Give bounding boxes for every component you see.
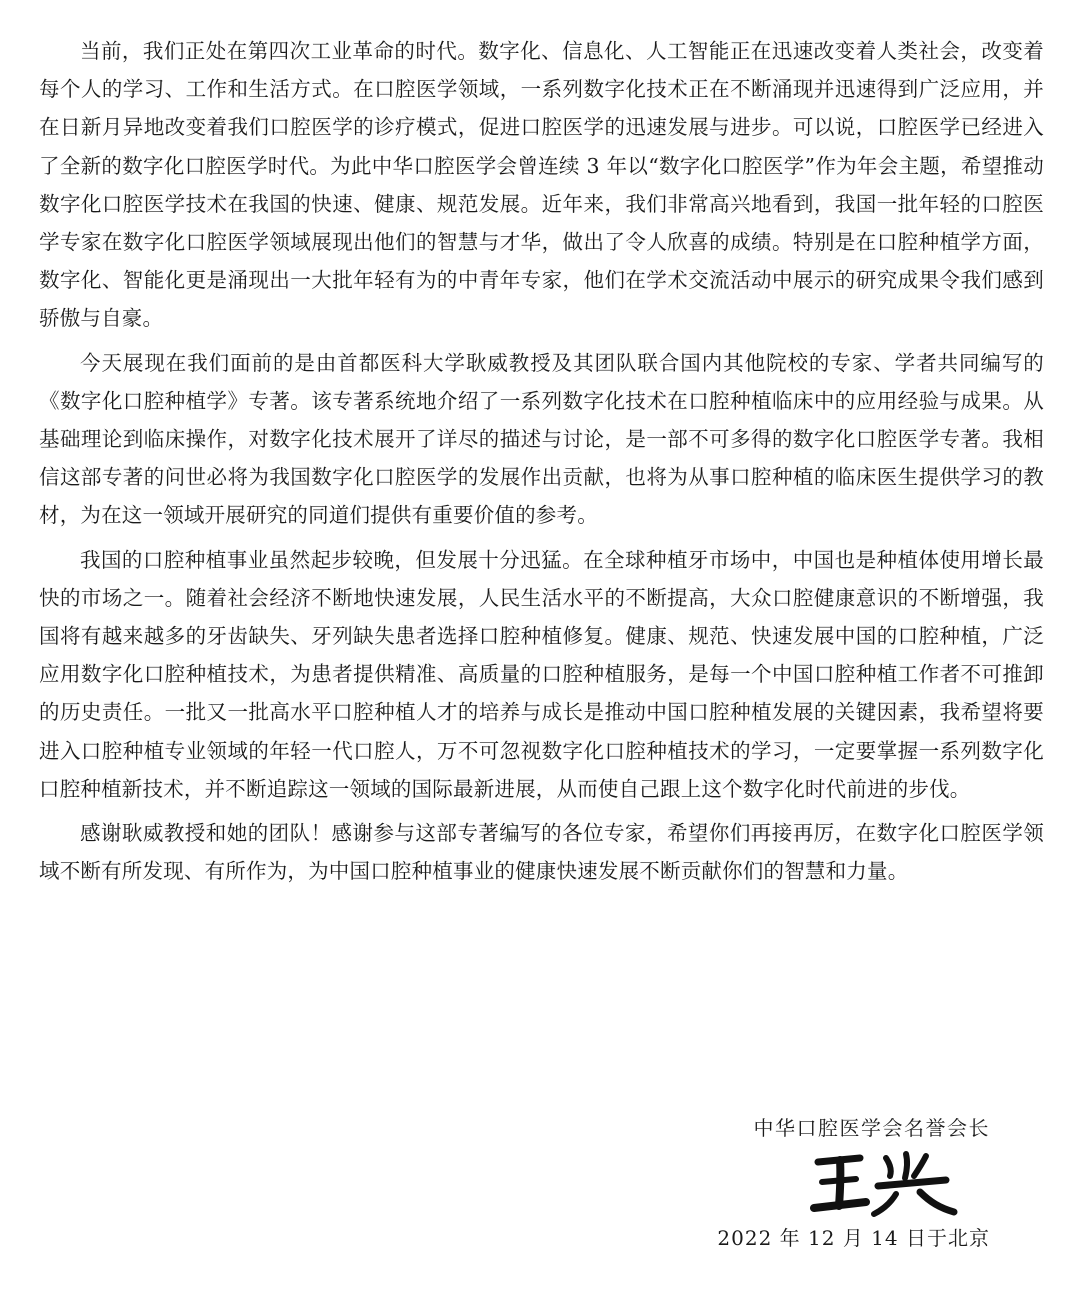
preface-body xyxy=(39,32,1044,896)
signature-date: 2022 年 12 月 14 日于北京 xyxy=(717,1226,990,1250)
handwritten-signature xyxy=(810,1148,960,1220)
paragraph-3: 我国的口腔种植事业虽然起步较晚，但发展十分迅猛。在全球种植牙市场中，中国也是种植体使用增长最快的市场之一。随着社会经济不断地快速发展，人民生活水平的不断提高，大众口腔健康意识的不断增强，我国将有越来越多的牙齿缺失、牙列缺失患者选择口腔种植修复。健康、规范、快速发展中国的口腔种植，广泛应用数字化口腔种植技术，为患者提供精准、高质量的口腔种植服务，是每一个中国口腔种植工作者不可推卸的历史责任。一批又一批高水平口腔种植人才的培养与成长是推动中国口腔种植发展的关键因素，我希望将要进入口腔种植专业领域的年轻一代口腔人，万不可忽视数字化口腔种植技术的学习，一定要掌握一系列数字化口腔种植新技术，并不断追踪这一领域的国际最新进展，从而使自己跟上这个数字化时代前进的步伐。 xyxy=(39,547,1044,801)
paragraph-2: 今天展现在我们面前的是由首都医科大学耿威教授及其团队联合国内其他院校的专家、学者共同编写的《数字化口腔种植学》专著。该专著系统地介绍了一系列数字化技术在口腔种植临床中的应用经验与成果。从基础理论到临床操作，对数字化技术展开了详尽的描述与讨论，是一部不可多得的数字化口腔医学专著。我相信这部专著的问世必将为我国数字化口腔医学的发展作出贡献，也将为从事口腔种植的临床医生提供学习的教材，为在这一领域开展研究的同道们提供有重要价值的参考。 xyxy=(39,350,1044,528)
paragraph-4: 感谢耿威教授和她的团队！感谢参与这部专著编写的各位专家，希望你们再接再厉，在数字化口腔医学领域不断有所发现、有所作为，为中国口腔种植事业的健康快速发展不断贡献你们的智慧和力量。 xyxy=(39,821,1044,884)
signature-block xyxy=(690,1114,990,1252)
signer-title: 中华口腔医学会名誉会长 xyxy=(753,1116,990,1140)
paragraph-1: 当前，我们正处在第四次工业革命的时代。数字化、信息化、人工智能正在迅速改变着人类社会，改变着每个人的学习、工作和生活方式。在口腔医学领域，一系列数字化技术正在不断涌现并迅速得到广泛应用，并在日新月异地改变着我们口腔医学的诊疗模式，促进口腔医学的迅速发展与进步。可以说，口腔医学已经进入了全新的数字化口腔医学时代。为此中华口腔医学会曾连续 3 年以“数字化口腔医学”作为年会主题，希望推动数字化口腔医学技术在我国的快速、健康、规范发展。近年来，我们非常高兴地看到，我国一批年轻的口腔医学专家在数字化口腔医学领域展现出他们的智慧与才华，做出了令人欣喜的成绩。特别是在口腔种植学方面，数字化、智能化更是涌现出一大批年轻有为的中青年专家，他们在学术交流活动中展示的研究成果令我们感到骄傲与自豪。 xyxy=(39,39,1044,331)
